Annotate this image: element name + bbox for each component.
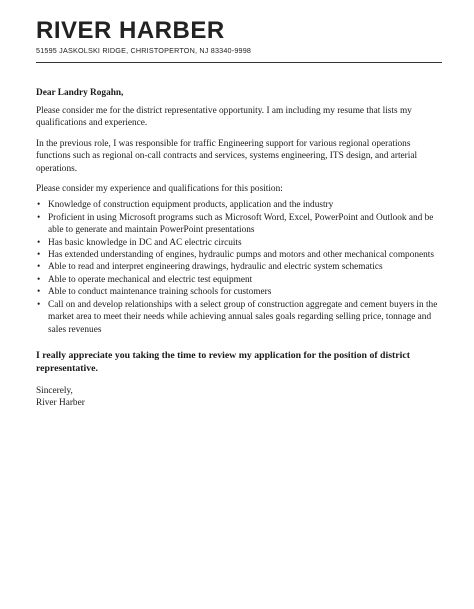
list-item: • Knowledge of construction equipment products, application and the industry [47, 199, 442, 211]
salutation: Dear Landry Rogahn, [36, 88, 124, 98]
applicant-address: 51595 JASKOLSKI RIDGE, CHRISTOPERTON, NJ 83340-9998 [36, 46, 252, 55]
list-item: • Able to conduct maintenance training schools for customers [47, 286, 442, 298]
list-item: • Proficient in using Microsoft programs such as Microsoft Word, Excel, PowerPoint and Outlook and be able to generate and maintain PowerPoint presentations [47, 212, 442, 237]
applicant-name: RIVER HARBER [36, 17, 225, 44]
signoff: Sincerely, [36, 385, 73, 396]
signature-name: River Harber [36, 398, 85, 409]
qualifications-intro: Please consider my experience and qualifications for this position: [36, 184, 283, 195]
list-item: • Call on and develop relationships with a select group of construction aggregate and cement buyers in the market area to meet their needs while achieving annual sales goals regarding selling price, tonnage and sales revenues [47, 299, 442, 336]
experience-paragraph: In the previous role, I was responsible for traffic Engineering support for various regional operations functions such as regional on-call contracts and services, systems engineering, ITS design, and arterial operations. [36, 138, 418, 174]
qualifications-list [36, 199, 442, 335]
list-item: • Able to operate mechanical and electric test equipment [47, 274, 442, 286]
intro-paragraph: Please consider me for the district representative opportunity. I am including my resume that lists my qualifications and experience. [36, 106, 412, 129]
list-item: • Has extended understanding of engines, hydraulic pumps and motors and other mechanical components [47, 249, 442, 261]
closing-statement: I really appreciate you taking the time to review my application for the position of district representative. [36, 349, 410, 374]
list-item: • Able to read and interpret engineering drawings, hydraulic and electric system schematics [47, 261, 442, 273]
header-divider [36, 62, 442, 63]
list-item: • Has basic knowledge in DC and AC electric circuits [47, 237, 442, 249]
